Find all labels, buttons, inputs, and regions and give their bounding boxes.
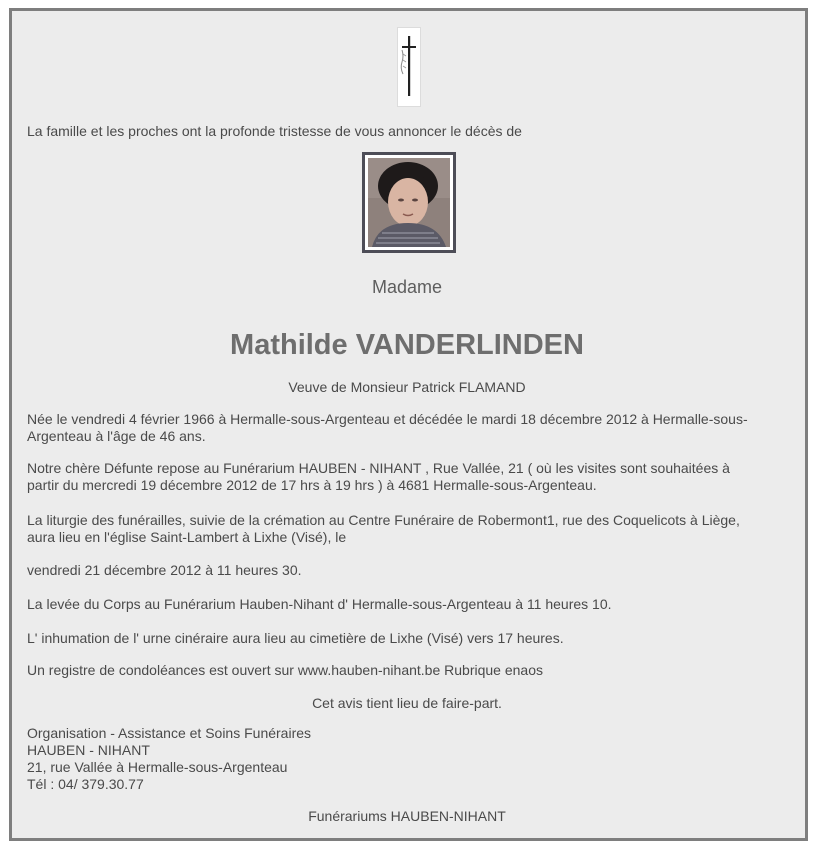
- organisation-line-2: HAUBEN - NIHANT: [27, 742, 150, 758]
- honorific: Madame: [371, 277, 443, 297]
- portrait-frame: [362, 152, 456, 253]
- intro-text: La famille et les proches ont la profonde tristesse de vous annoncer le décès de: [27, 123, 522, 139]
- levee-text: La levée du Corps au Funérarium Hauben-Nihant d' Hermalle-sous-Argenteau à 11 heures 10.: [27, 596, 612, 612]
- birth-death-paragraph: [27, 411, 787, 445]
- organisation-line-1: Organisation - Assistance et Soins Funéraires: [27, 725, 312, 741]
- inhumation-text: L' inhumation de l' urne cinéraire aura lieu au cimetière de Lixhe (Visé) vers 17 heures.: [27, 630, 564, 646]
- organisation-block: [27, 725, 787, 793]
- ceremony-date: vendredi 21 décembre 2012 à 11 heures 30.: [27, 562, 302, 578]
- footer-text: Funérariums HAUBEN-NIHANT: [308, 808, 506, 824]
- portrait-photo: [368, 158, 450, 247]
- rest-line-1: Notre chère Défunte repose au Funérarium HAUBEN - NIHANT , Rue Vallée, 21 ( où les visites sont souhaitées à: [27, 460, 730, 476]
- liturgy-paragraph: [27, 512, 787, 546]
- organisation-line-4: Tél : 04/ 379.30.77: [27, 776, 144, 792]
- organisation-line-3: 21, rue Vallée à Hermalle-sous-Argenteau: [27, 759, 288, 775]
- rest-paragraph: [27, 460, 787, 494]
- birth-death-line-1: Née le vendredi 4 février 1966 à Hermalle-sous-Argenteau et décédée le mardi 18 décembre 2012 à Hermalle-sous-: [27, 411, 748, 427]
- rest-line-2: partir du mercredi 19 décembre 2012 de 17 hrs à 19 hrs ) à 4681 Hermalle-sous-Argenteau.: [27, 477, 597, 493]
- obituary-card: [9, 8, 808, 841]
- cross-icon: [398, 28, 420, 106]
- birth-death-line-2: Argenteau à l'âge de 46 ans.: [27, 428, 206, 444]
- liturgy-line-2: aura lieu en l'église Saint-Lambert à Lixhe (Visé), le: [27, 529, 347, 545]
- notice-text: Cet avis tient lieu de faire-part.: [312, 695, 502, 711]
- cross-image: [397, 27, 421, 107]
- deceased-name: Mathilde VANDERLINDEN: [230, 329, 584, 361]
- register-text: Un registre de condoléances est ouvert sur www.hauben-nihant.be Rubrique enaos: [27, 662, 543, 678]
- liturgy-line-1: La liturgie des funérailles, suivie de la crémation au Centre Funéraire de Robermont1, rue des Coquelicots à Liège,: [27, 512, 740, 528]
- widow-line: Veuve de Monsieur Patrick FLAMAND: [288, 379, 526, 395]
